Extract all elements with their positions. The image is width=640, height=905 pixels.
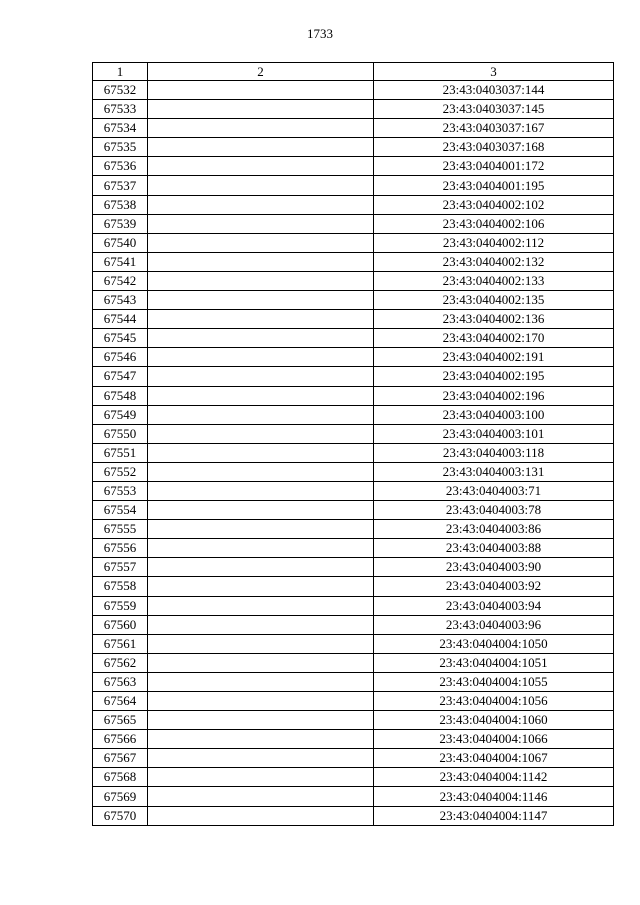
row-name	[148, 405, 374, 424]
row-number: 67541	[93, 252, 148, 271]
column-header-3: 3	[374, 63, 614, 81]
row-name	[148, 424, 374, 443]
row-name	[148, 634, 374, 653]
row-name	[148, 558, 374, 577]
table-row	[93, 749, 614, 768]
row-number: 67543	[93, 291, 148, 310]
table-row	[93, 768, 614, 787]
table-row	[93, 730, 614, 749]
row-name	[148, 81, 374, 100]
table-row	[93, 615, 614, 634]
row-name	[148, 176, 374, 195]
table-row	[93, 481, 614, 500]
row-name	[148, 730, 374, 749]
row-number: 67565	[93, 711, 148, 730]
row-number: 67540	[93, 233, 148, 252]
row-name	[148, 100, 374, 119]
row-name	[148, 806, 374, 825]
table-row	[93, 596, 614, 615]
cadastral-number: 23:43:0404004:1146	[374, 787, 614, 806]
column-header-1: 1	[93, 63, 148, 81]
table-row	[93, 424, 614, 443]
cadastral-number: 23:43:0404003:96	[374, 615, 614, 634]
row-name	[148, 443, 374, 462]
cadastral-number: 23:43:0404002:196	[374, 386, 614, 405]
row-number: 67561	[93, 634, 148, 653]
registry-table	[92, 62, 614, 826]
row-number: 67548	[93, 386, 148, 405]
row-number: 67570	[93, 806, 148, 825]
row-name	[148, 386, 374, 405]
cadastral-number: 23:43:0404004:1055	[374, 672, 614, 691]
table-row	[93, 462, 614, 481]
row-name	[148, 692, 374, 711]
table-row	[93, 672, 614, 691]
table-row	[93, 291, 614, 310]
table-row	[93, 252, 614, 271]
row-number: 67538	[93, 195, 148, 214]
cadastral-number: 23:43:0403037:167	[374, 119, 614, 138]
table-row	[93, 233, 614, 252]
table-row	[93, 367, 614, 386]
cadastral-number: 23:43:0404002:102	[374, 195, 614, 214]
cadastral-number: 23:43:0404004:1147	[374, 806, 614, 825]
row-name	[148, 367, 374, 386]
row-name	[148, 119, 374, 138]
cadastral-number: 23:43:0404004:1066	[374, 730, 614, 749]
row-name	[148, 214, 374, 233]
row-number: 67550	[93, 424, 148, 443]
table-row	[93, 787, 614, 806]
cadastral-number: 23:43:0404002:106	[374, 214, 614, 233]
cadastral-number: 23:43:0404003:101	[374, 424, 614, 443]
row-number: 67564	[93, 692, 148, 711]
cadastral-number: 23:43:0404003:94	[374, 596, 614, 615]
row-number: 67566	[93, 730, 148, 749]
row-name	[148, 195, 374, 214]
table-row	[93, 81, 614, 100]
row-number: 67562	[93, 653, 148, 672]
table-row	[93, 348, 614, 367]
table-row	[93, 692, 614, 711]
cadastral-number: 23:43:0404002:133	[374, 271, 614, 290]
table-row	[93, 195, 614, 214]
row-name	[148, 596, 374, 615]
cadastral-number: 23:43:0404003:71	[374, 481, 614, 500]
cadastral-number: 23:43:0404002:170	[374, 329, 614, 348]
row-name	[148, 233, 374, 252]
row-number: 67556	[93, 539, 148, 558]
column-header-2: 2	[148, 63, 374, 81]
cadastral-number: 23:43:0404003:100	[374, 405, 614, 424]
cadastral-number: 23:43:0404004:1056	[374, 692, 614, 711]
cadastral-number: 23:43:0404002:112	[374, 233, 614, 252]
row-number: 67545	[93, 329, 148, 348]
table-row	[93, 806, 614, 825]
cadastral-number: 23:43:0404003:92	[374, 577, 614, 596]
table-row	[93, 634, 614, 653]
row-number: 67535	[93, 138, 148, 157]
table-row	[93, 558, 614, 577]
row-name	[148, 672, 374, 691]
cadastral-number: 23:43:0404003:131	[374, 462, 614, 481]
row-name	[148, 291, 374, 310]
cadastral-number: 23:43:0404003:86	[374, 520, 614, 539]
row-name	[148, 787, 374, 806]
cadastral-number: 23:43:0403037:145	[374, 100, 614, 119]
row-number: 67549	[93, 405, 148, 424]
table-row	[93, 176, 614, 195]
row-number: 67533	[93, 100, 148, 119]
row-number: 67567	[93, 749, 148, 768]
table-row	[93, 214, 614, 233]
row-name	[148, 653, 374, 672]
row-name	[148, 711, 374, 730]
row-number: 67552	[93, 462, 148, 481]
cadastral-number: 23:43:0404004:1067	[374, 749, 614, 768]
cadastral-number: 23:43:0403037:168	[374, 138, 614, 157]
page-number: 1733	[307, 26, 333, 41]
row-number: 67559	[93, 596, 148, 615]
row-number: 67557	[93, 558, 148, 577]
table-row	[93, 539, 614, 558]
table-row	[93, 157, 614, 176]
cadastral-number: 23:43:0404002:191	[374, 348, 614, 367]
cadastral-number: 23:43:0404003:118	[374, 443, 614, 462]
row-name	[148, 501, 374, 520]
table-row	[93, 520, 614, 539]
table-row	[93, 100, 614, 119]
row-name	[148, 310, 374, 329]
table-row	[93, 119, 614, 138]
row-name	[148, 615, 374, 634]
cadastral-number: 23:43:0404003:88	[374, 539, 614, 558]
row-number: 67568	[93, 768, 148, 787]
row-number: 67553	[93, 481, 148, 500]
cadastral-number: 23:43:0404002:132	[374, 252, 614, 271]
row-name	[148, 462, 374, 481]
cadastral-number: 23:43:0403037:144	[374, 81, 614, 100]
table-body	[93, 81, 614, 826]
cadastral-number: 23:43:0404004:1142	[374, 768, 614, 787]
row-name	[148, 329, 374, 348]
row-number: 67558	[93, 577, 148, 596]
row-name	[148, 539, 374, 558]
cadastral-number: 23:43:0404004:1060	[374, 711, 614, 730]
row-number: 67537	[93, 176, 148, 195]
table-header-row	[93, 63, 614, 81]
table-row	[93, 386, 614, 405]
cadastral-number: 23:43:0404004:1051	[374, 653, 614, 672]
row-number: 67547	[93, 367, 148, 386]
row-number: 67539	[93, 214, 148, 233]
row-number: 67560	[93, 615, 148, 634]
table-row	[93, 577, 614, 596]
cadastral-number: 23:43:0404002:135	[374, 291, 614, 310]
table-row	[93, 329, 614, 348]
table-row	[93, 138, 614, 157]
table-row	[93, 443, 614, 462]
table-row	[93, 501, 614, 520]
cadastral-number: 23:43:0404002:136	[374, 310, 614, 329]
row-number: 67546	[93, 348, 148, 367]
row-number: 67542	[93, 271, 148, 290]
cadastral-number: 23:43:0404003:78	[374, 501, 614, 520]
table-row	[93, 310, 614, 329]
table-row	[93, 405, 614, 424]
row-name	[148, 481, 374, 500]
cadastral-number: 23:43:0404001:195	[374, 176, 614, 195]
cadastral-number: 23:43:0404002:195	[374, 367, 614, 386]
row-number: 67534	[93, 119, 148, 138]
row-number: 67555	[93, 520, 148, 539]
row-number: 67536	[93, 157, 148, 176]
table-row	[93, 271, 614, 290]
row-name	[148, 138, 374, 157]
row-name	[148, 348, 374, 367]
row-number: 67532	[93, 81, 148, 100]
row-name	[148, 157, 374, 176]
row-number: 67569	[93, 787, 148, 806]
row-number: 67554	[93, 501, 148, 520]
row-number: 67544	[93, 310, 148, 329]
row-name	[148, 768, 374, 787]
cadastral-number: 23:43:0404004:1050	[374, 634, 614, 653]
row-name	[148, 749, 374, 768]
table-row	[93, 711, 614, 730]
table-row	[93, 653, 614, 672]
cadastral-number: 23:43:0404001:172	[374, 157, 614, 176]
cadastral-number: 23:43:0404003:90	[374, 558, 614, 577]
row-name	[148, 577, 374, 596]
row-number: 67551	[93, 443, 148, 462]
row-name	[148, 271, 374, 290]
row-name	[148, 252, 374, 271]
row-name	[148, 520, 374, 539]
row-number: 67563	[93, 672, 148, 691]
